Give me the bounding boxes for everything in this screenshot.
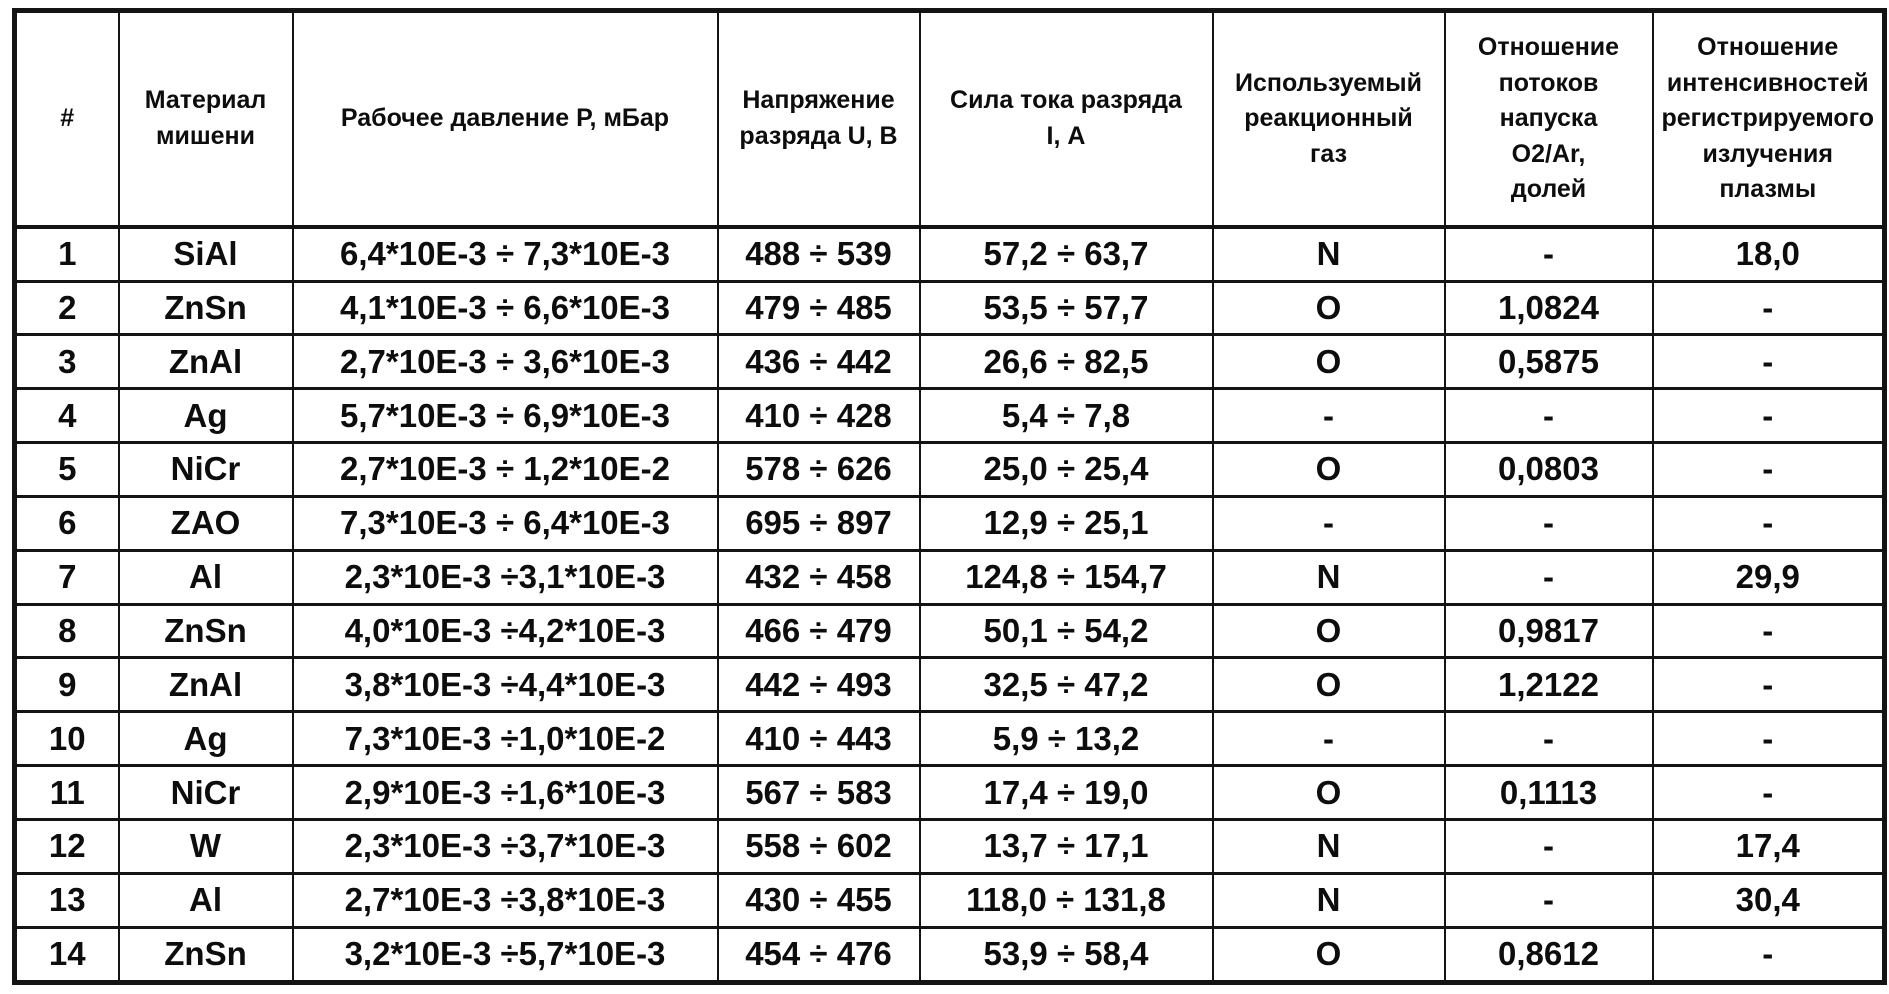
cell-pressure: 7,3*10E-3 ÷1,0*10E-2: [293, 712, 718, 766]
cell-voltage: 578 ÷ 626: [718, 443, 920, 497]
cell-intensity_ratio: -: [1653, 766, 1885, 820]
cell-voltage: 567 ÷ 583: [718, 766, 920, 820]
cell-voltage: 558 ÷ 602: [718, 819, 920, 873]
cell-num: 11: [15, 766, 119, 820]
table-row: [15, 927, 1885, 982]
cell-o2_ar_ratio: -: [1445, 227, 1653, 282]
cell-num: 9: [15, 658, 119, 712]
cell-intensity_ratio: -: [1653, 443, 1885, 497]
cell-num: 4: [15, 389, 119, 443]
cell-o2_ar_ratio: 0,8612: [1445, 927, 1653, 982]
cell-voltage: 436 ÷ 442: [718, 335, 920, 389]
cell-intensity_ratio: -: [1653, 927, 1885, 982]
cell-intensity_ratio: -: [1653, 389, 1885, 443]
cell-intensity_ratio: 30,4: [1653, 873, 1885, 927]
cell-o2_ar_ratio: 1,0824: [1445, 281, 1653, 335]
cell-material: ZAO: [119, 496, 293, 550]
cell-intensity_ratio: 17,4: [1653, 819, 1885, 873]
cell-gas: O: [1213, 335, 1445, 389]
cell-gas: O: [1213, 443, 1445, 497]
table-row: [15, 550, 1885, 604]
cell-material: ZnAl: [119, 658, 293, 712]
cell-o2_ar_ratio: -: [1445, 873, 1653, 927]
cell-num: 12: [15, 819, 119, 873]
column-header-intensity_ratio: Отношение интенсивностей регистрируемого излучения плазмы: [1653, 11, 1885, 227]
column-header-o2_ar_ratio: Отношение потоков напуска O2/Ar, долей: [1445, 11, 1653, 227]
cell-voltage: 430 ÷ 455: [718, 873, 920, 927]
cell-current: 57,2 ÷ 63,7: [920, 227, 1213, 282]
cell-num: 3: [15, 335, 119, 389]
cell-pressure: 3,8*10E-3 ÷4,4*10E-3: [293, 658, 718, 712]
cell-num: 7: [15, 550, 119, 604]
cell-gas: N: [1213, 873, 1445, 927]
cell-num: 8: [15, 604, 119, 658]
cell-intensity_ratio: -: [1653, 281, 1885, 335]
cell-pressure: 2,3*10E-3 ÷3,1*10E-3: [293, 550, 718, 604]
cell-current: 12,9 ÷ 25,1: [920, 496, 1213, 550]
cell-intensity_ratio: 29,9: [1653, 550, 1885, 604]
column-header-material: Материал мишени: [119, 11, 293, 227]
cell-pressure: 2,7*10E-3 ÷ 3,6*10E-3: [293, 335, 718, 389]
table-header: [15, 11, 1885, 227]
cell-num: 13: [15, 873, 119, 927]
cell-o2_ar_ratio: -: [1445, 550, 1653, 604]
plasma-deposition-parameters-table: [12, 8, 1887, 985]
table-row: [15, 766, 1885, 820]
cell-current: 53,9 ÷ 58,4: [920, 927, 1213, 982]
cell-o2_ar_ratio: 0,0803: [1445, 443, 1653, 497]
cell-current: 5,4 ÷ 7,8: [920, 389, 1213, 443]
cell-num: 6: [15, 496, 119, 550]
cell-material: Ag: [119, 389, 293, 443]
cell-pressure: 2,3*10E-3 ÷3,7*10E-3: [293, 819, 718, 873]
cell-voltage: 479 ÷ 485: [718, 281, 920, 335]
cell-material: ZnSn: [119, 927, 293, 982]
cell-num: 1: [15, 227, 119, 282]
cell-gas: N: [1213, 550, 1445, 604]
cell-material: Al: [119, 550, 293, 604]
table-row: [15, 335, 1885, 389]
cell-gas: O: [1213, 766, 1445, 820]
cell-current: 32,5 ÷ 47,2: [920, 658, 1213, 712]
cell-intensity_ratio: -: [1653, 496, 1885, 550]
cell-voltage: 454 ÷ 476: [718, 927, 920, 982]
cell-gas: O: [1213, 927, 1445, 982]
cell-current: 26,6 ÷ 82,5: [920, 335, 1213, 389]
scanned-document-table: [12, 8, 1882, 985]
cell-material: W: [119, 819, 293, 873]
table-row: [15, 443, 1885, 497]
cell-gas: -: [1213, 712, 1445, 766]
cell-o2_ar_ratio: -: [1445, 712, 1653, 766]
cell-voltage: 432 ÷ 458: [718, 550, 920, 604]
cell-material: SiAl: [119, 227, 293, 282]
cell-voltage: 695 ÷ 897: [718, 496, 920, 550]
cell-pressure: 7,3*10E-3 ÷ 6,4*10E-3: [293, 496, 718, 550]
cell-gas: N: [1213, 227, 1445, 282]
cell-current: 118,0 ÷ 131,8: [920, 873, 1213, 927]
cell-intensity_ratio: -: [1653, 712, 1885, 766]
cell-material: NiCr: [119, 443, 293, 497]
cell-voltage: 466 ÷ 479: [718, 604, 920, 658]
cell-voltage: 488 ÷ 539: [718, 227, 920, 282]
cell-pressure: 2,9*10E-3 ÷1,6*10E-3: [293, 766, 718, 820]
cell-intensity_ratio: -: [1653, 335, 1885, 389]
column-header-pressure: Рабочее давление P, мБар: [293, 11, 718, 227]
cell-intensity_ratio: 18,0: [1653, 227, 1885, 282]
table-row: [15, 281, 1885, 335]
cell-pressure: 6,4*10E-3 ÷ 7,3*10E-3: [293, 227, 718, 282]
cell-pressure: 5,7*10E-3 ÷ 6,9*10E-3: [293, 389, 718, 443]
cell-intensity_ratio: -: [1653, 604, 1885, 658]
cell-gas: O: [1213, 281, 1445, 335]
cell-gas: O: [1213, 658, 1445, 712]
cell-num: 14: [15, 927, 119, 982]
cell-o2_ar_ratio: -: [1445, 819, 1653, 873]
cell-gas: O: [1213, 604, 1445, 658]
table-header-row: [15, 11, 1885, 227]
cell-num: 10: [15, 712, 119, 766]
cell-voltage: 410 ÷ 443: [718, 712, 920, 766]
cell-pressure: 2,7*10E-3 ÷ 1,2*10E-2: [293, 443, 718, 497]
table-row: [15, 227, 1885, 282]
cell-gas: -: [1213, 496, 1445, 550]
cell-voltage: 410 ÷ 428: [718, 389, 920, 443]
table-row: [15, 389, 1885, 443]
cell-voltage: 442 ÷ 493: [718, 658, 920, 712]
cell-material: NiCr: [119, 766, 293, 820]
cell-o2_ar_ratio: -: [1445, 389, 1653, 443]
table-body: [15, 227, 1885, 983]
cell-current: 25,0 ÷ 25,4: [920, 443, 1213, 497]
cell-material: ZnSn: [119, 604, 293, 658]
cell-current: 13,7 ÷ 17,1: [920, 819, 1213, 873]
cell-current: 53,5 ÷ 57,7: [920, 281, 1213, 335]
cell-material: ZnSn: [119, 281, 293, 335]
table-row: [15, 873, 1885, 927]
table-row: [15, 496, 1885, 550]
cell-intensity_ratio: -: [1653, 658, 1885, 712]
column-header-num: #: [15, 11, 119, 227]
cell-pressure: 2,7*10E-3 ÷3,8*10E-3: [293, 873, 718, 927]
column-header-gas: Используемый реакционный газ: [1213, 11, 1445, 227]
column-header-current: Сила тока разряда I, А: [920, 11, 1213, 227]
cell-o2_ar_ratio: -: [1445, 496, 1653, 550]
cell-o2_ar_ratio: 1,2122: [1445, 658, 1653, 712]
cell-gas: -: [1213, 389, 1445, 443]
cell-o2_ar_ratio: 0,5875: [1445, 335, 1653, 389]
cell-current: 124,8 ÷ 154,7: [920, 550, 1213, 604]
cell-material: Ag: [119, 712, 293, 766]
cell-material: Al: [119, 873, 293, 927]
cell-gas: N: [1213, 819, 1445, 873]
cell-current: 5,9 ÷ 13,2: [920, 712, 1213, 766]
cell-o2_ar_ratio: 0,9817: [1445, 604, 1653, 658]
cell-current: 17,4 ÷ 19,0: [920, 766, 1213, 820]
table-row: [15, 712, 1885, 766]
cell-num: 2: [15, 281, 119, 335]
cell-current: 50,1 ÷ 54,2: [920, 604, 1213, 658]
table-row: [15, 658, 1885, 712]
cell-num: 5: [15, 443, 119, 497]
cell-pressure: 4,1*10E-3 ÷ 6,6*10E-3: [293, 281, 718, 335]
cell-pressure: 3,2*10E-3 ÷5,7*10E-3: [293, 927, 718, 982]
table-row: [15, 604, 1885, 658]
cell-o2_ar_ratio: 0,1113: [1445, 766, 1653, 820]
table-row: [15, 819, 1885, 873]
cell-pressure: 4,0*10E-3 ÷4,2*10E-3: [293, 604, 718, 658]
column-header-voltage: Напряжение разряда U, В: [718, 11, 920, 227]
cell-material: ZnAl: [119, 335, 293, 389]
